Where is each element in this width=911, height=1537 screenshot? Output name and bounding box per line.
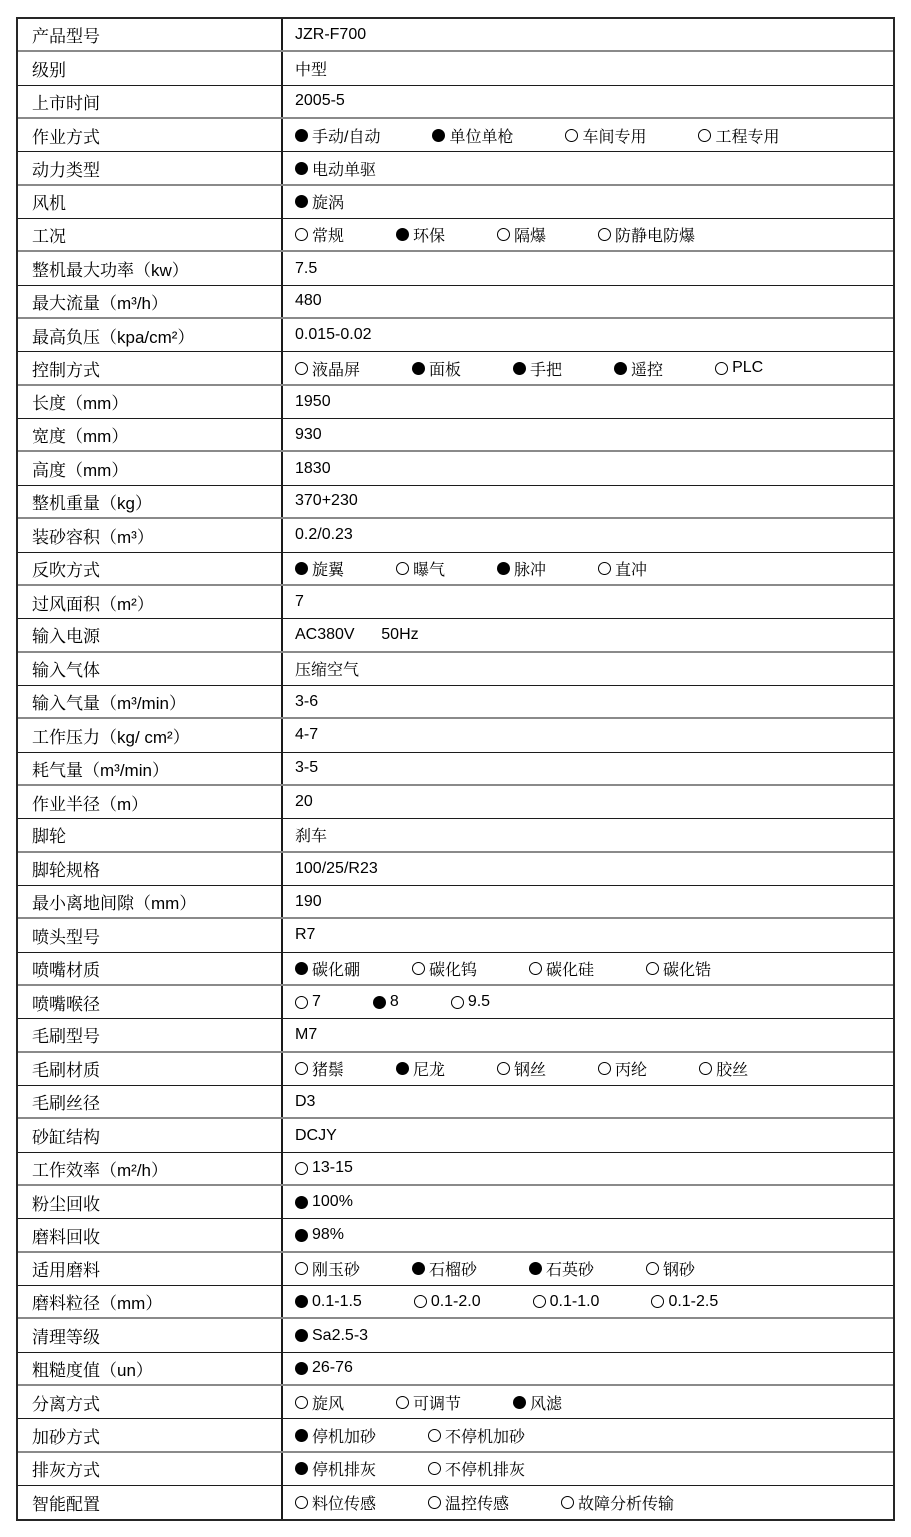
option-label: 温控传感 — [445, 1496, 510, 1514]
option — [373, 993, 399, 1011]
option — [295, 1057, 344, 1080]
row-value: 4-7 — [281, 719, 893, 751]
radio-selected-icon — [396, 228, 409, 241]
option-label: 钢丝 — [514, 1062, 547, 1080]
option-label: Sa2.5-3 — [312, 1326, 369, 1344]
table-row — [18, 1253, 893, 1286]
option — [598, 223, 695, 246]
row-value: D3 — [281, 1086, 893, 1117]
row-label: 上市时间 — [32, 93, 100, 113]
radio-unselected-icon — [646, 1262, 659, 1275]
table-row — [18, 386, 893, 419]
row-value: R7 — [281, 919, 893, 951]
table-row — [18, 319, 893, 352]
row-label: 风机 — [32, 194, 66, 214]
table-row — [18, 52, 893, 85]
row-label: 脚轮 — [32, 827, 66, 847]
row-label: 长度（mm） — [32, 394, 129, 414]
row-value — [281, 152, 893, 183]
radio-selected-icon — [497, 562, 510, 575]
table-row — [18, 586, 893, 619]
row-value — [281, 219, 893, 250]
radio-selected-icon — [295, 1462, 308, 1475]
radio-unselected-icon — [295, 228, 308, 241]
row-value: 190 — [281, 886, 893, 917]
option — [428, 1491, 509, 1514]
table-row — [18, 219, 893, 252]
radio-unselected-icon — [396, 562, 409, 575]
row-value: 20 — [281, 786, 893, 818]
row-value: M7 — [281, 1019, 893, 1050]
option-label: 石榴砂 — [429, 1262, 478, 1280]
option — [513, 1391, 562, 1414]
radio-unselected-icon — [651, 1295, 664, 1308]
option-label: 风滤 — [530, 1395, 563, 1413]
option — [396, 1391, 461, 1414]
option — [396, 557, 445, 580]
option-label: 0.1-1.5 — [312, 1292, 362, 1310]
radio-unselected-icon — [451, 996, 464, 1009]
option — [295, 1491, 376, 1514]
row-value: 7.5 — [281, 252, 893, 284]
radio-selected-icon — [529, 1262, 542, 1275]
row-label: 分离方式 — [32, 1394, 100, 1414]
option-label: 刚玉砂 — [312, 1262, 361, 1280]
table-row — [18, 286, 893, 319]
radio-selected-icon — [412, 362, 425, 375]
option-label: 9.5 — [467, 993, 491, 1011]
row-value — [281, 953, 893, 984]
option — [295, 1226, 344, 1244]
option — [646, 1257, 695, 1280]
row-value — [281, 186, 893, 218]
table-row — [18, 1053, 893, 1086]
radio-selected-icon — [295, 1295, 308, 1308]
option — [414, 1293, 481, 1311]
option — [698, 124, 779, 147]
row-value: 1830 — [281, 452, 893, 484]
row-label: 粗糙度值（un） — [32, 1360, 153, 1380]
option-label: 电动单驱 — [312, 161, 377, 179]
row-label: 宽度（mm） — [32, 427, 129, 447]
option — [295, 1457, 376, 1480]
radio-unselected-icon — [497, 228, 510, 241]
option-label: 料位传感 — [312, 1496, 377, 1514]
option — [295, 1193, 353, 1211]
option — [529, 1257, 594, 1280]
radio-selected-icon — [295, 562, 308, 575]
option-label: 车间专用 — [582, 128, 647, 146]
radio-unselected-icon — [396, 1396, 409, 1409]
option-label: 故障分析传输 — [578, 1496, 675, 1514]
option-label: 液晶屏 — [312, 361, 361, 379]
radio-unselected-icon — [529, 962, 542, 975]
row-label: 喷头型号 — [32, 927, 100, 947]
option — [529, 957, 594, 980]
row-label: 产品型号 — [32, 27, 100, 47]
table-row — [18, 419, 893, 452]
option-label: 猪鬃 — [312, 1062, 345, 1080]
option-label: 停机排灰 — [312, 1462, 377, 1480]
table-row — [18, 753, 893, 786]
option — [295, 1293, 362, 1311]
radio-unselected-icon — [295, 1262, 308, 1275]
table-row — [18, 719, 893, 752]
radio-selected-icon — [295, 129, 308, 142]
option — [598, 1057, 647, 1080]
row-value: AC380V 50Hz — [281, 619, 893, 650]
option-label: 不停机排灰 — [445, 1462, 526, 1480]
radio-unselected-icon — [698, 129, 711, 142]
radio-unselected-icon — [598, 228, 611, 241]
option — [513, 357, 562, 380]
table-row — [18, 186, 893, 219]
radio-selected-icon — [614, 362, 627, 375]
option-label: 旋涡 — [312, 195, 345, 213]
radio-unselected-icon — [561, 1496, 574, 1509]
radio-selected-icon — [295, 1329, 308, 1342]
row-value — [281, 986, 893, 1018]
row-label: 最小离地间隙（mm） — [32, 894, 197, 914]
radio-unselected-icon — [295, 362, 308, 375]
table-row — [18, 486, 893, 519]
row-label: 工作压力（kg/ cm²） — [32, 727, 190, 747]
option-label: 碳化硅 — [546, 961, 595, 979]
option-label: 丙纶 — [615, 1062, 648, 1080]
row-value: 压缩空气 — [281, 653, 893, 685]
row-value: 刹车 — [281, 819, 893, 850]
row-label: 耗气量（m³/min） — [32, 760, 169, 780]
row-label: 工作效率（m²/h） — [32, 1160, 168, 1180]
option — [412, 957, 477, 980]
option-label: PLC — [732, 359, 764, 377]
radio-unselected-icon — [715, 362, 728, 375]
option-label: 隔爆 — [514, 228, 547, 246]
option-label: 旋风 — [312, 1395, 345, 1413]
table-row — [18, 352, 893, 385]
option — [295, 1159, 353, 1177]
row-value — [281, 1486, 893, 1519]
radio-selected-icon — [432, 129, 445, 142]
row-value: 0.2/0.23 — [281, 519, 893, 551]
radio-selected-icon — [373, 996, 386, 1009]
option-label: 石英砂 — [546, 1262, 595, 1280]
option-label: 碳化硼 — [312, 961, 361, 979]
option — [715, 359, 763, 377]
option-label: 0.1-1.0 — [549, 1292, 600, 1310]
option — [295, 957, 360, 980]
option — [451, 993, 490, 1011]
row-value — [281, 1319, 893, 1351]
table-row — [18, 519, 893, 552]
radio-unselected-icon — [412, 962, 425, 975]
option — [598, 557, 647, 580]
option-label: 停机加砂 — [312, 1428, 377, 1446]
table-row — [18, 853, 893, 886]
row-value: 480 — [281, 286, 893, 317]
option-label: 可调节 — [413, 1395, 462, 1413]
option-label: 直冲 — [615, 561, 648, 579]
table-row — [18, 686, 893, 719]
table-row — [18, 1386, 893, 1419]
option — [295, 1327, 368, 1345]
option-label: 曝气 — [413, 561, 446, 579]
option — [396, 223, 445, 246]
radio-unselected-icon — [598, 562, 611, 575]
row-value — [281, 1253, 893, 1285]
table-row — [18, 619, 893, 652]
option — [646, 957, 711, 980]
radio-unselected-icon — [428, 1496, 441, 1509]
table-row — [18, 1186, 893, 1219]
option — [497, 223, 546, 246]
row-value — [281, 1186, 893, 1218]
row-label: 排灰方式 — [32, 1461, 100, 1481]
product-spec-table — [16, 17, 895, 1521]
table-row — [18, 1219, 893, 1252]
row-value — [281, 1453, 893, 1485]
row-value — [281, 1219, 893, 1250]
option — [533, 1293, 600, 1311]
radio-unselected-icon — [497, 1062, 510, 1075]
radio-selected-icon — [295, 1429, 308, 1442]
row-value — [281, 352, 893, 383]
row-value: DCJY — [281, 1119, 893, 1151]
table-row — [18, 786, 893, 819]
option — [565, 124, 646, 147]
radio-unselected-icon — [428, 1462, 441, 1475]
table-row — [18, 1153, 893, 1186]
option-label: 8 — [389, 993, 399, 1011]
option-label: 13-15 — [312, 1159, 353, 1177]
row-value: 370+230 — [281, 486, 893, 517]
option — [295, 1424, 376, 1447]
option — [561, 1491, 674, 1514]
row-value: 2005-5 — [281, 86, 893, 117]
option-label: 7 — [312, 993, 321, 1011]
radio-selected-icon — [513, 1396, 526, 1409]
option — [412, 357, 461, 380]
table-row — [18, 919, 893, 952]
option-label: 胶丝 — [716, 1062, 749, 1080]
radio-selected-icon — [295, 962, 308, 975]
row-label: 喷嘴喉径 — [32, 994, 100, 1014]
option — [295, 223, 344, 246]
row-value: 3-6 — [281, 686, 893, 717]
row-label: 作业方式 — [32, 127, 100, 147]
radio-unselected-icon — [428, 1429, 441, 1442]
row-label: 脚轮规格 — [32, 861, 100, 881]
row-label: 输入电源 — [32, 627, 100, 647]
row-label: 毛刷型号 — [32, 1027, 100, 1047]
table-row — [18, 1119, 893, 1152]
row-value — [281, 1419, 893, 1450]
row-label: 装砂容积（m³） — [32, 527, 154, 547]
radio-unselected-icon — [414, 1295, 427, 1308]
table-row — [18, 1286, 893, 1319]
row-label: 清理等级 — [32, 1328, 100, 1348]
table-row — [18, 1353, 893, 1386]
option — [396, 1057, 445, 1080]
radio-selected-icon — [396, 1062, 409, 1075]
row-value: JZR-F700 — [281, 19, 893, 50]
table-row — [18, 252, 893, 285]
table-row — [18, 86, 893, 119]
row-label: 磨料回收 — [32, 1227, 100, 1247]
row-label: 喷嘴材质 — [32, 960, 100, 980]
radio-unselected-icon — [533, 1295, 546, 1308]
radio-unselected-icon — [295, 1396, 308, 1409]
row-value — [281, 1153, 893, 1184]
radio-selected-icon — [295, 1362, 308, 1375]
row-label: 高度（mm） — [32, 461, 129, 481]
option — [699, 1057, 748, 1080]
table-row — [18, 1486, 893, 1519]
option-label: 碳化钨 — [429, 961, 478, 979]
row-label: 作业半径（m） — [32, 794, 149, 814]
radio-selected-icon — [295, 1196, 308, 1209]
option — [295, 993, 321, 1011]
table-row — [18, 1019, 893, 1052]
row-value: 1950 — [281, 386, 893, 418]
option-label: 碳化锆 — [663, 961, 712, 979]
row-label: 磨料粒径（mm） — [32, 1294, 163, 1314]
radio-unselected-icon — [295, 1496, 308, 1509]
row-label: 毛刷材质 — [32, 1061, 100, 1081]
option-label: 0.1-2.0 — [430, 1292, 481, 1310]
row-value — [281, 1353, 893, 1384]
option-label: 不停机加砂 — [445, 1428, 526, 1446]
row-label: 粉尘回收 — [32, 1194, 100, 1214]
row-label: 输入气体 — [32, 661, 100, 681]
radio-unselected-icon — [699, 1062, 712, 1075]
option-label: 旋翼 — [312, 561, 345, 579]
option — [295, 357, 360, 380]
row-label: 砂缸结构 — [32, 1128, 100, 1148]
option-label: 手动/自动 — [312, 128, 381, 146]
table-row — [18, 1419, 893, 1452]
radio-unselected-icon — [295, 996, 308, 1009]
table-row — [18, 19, 893, 52]
table-row — [18, 452, 893, 485]
option-label: 0.1-2.5 — [668, 1292, 719, 1310]
row-label: 毛刷丝径 — [32, 1094, 100, 1114]
row-label: 最高负压（kpa/cm²） — [32, 327, 195, 347]
row-value: 930 — [281, 419, 893, 450]
row-value: 7 — [281, 586, 893, 618]
option — [295, 1359, 353, 1377]
option — [295, 1391, 344, 1414]
row-label: 动力类型 — [32, 160, 100, 180]
row-label: 输入气量（m³/min） — [32, 694, 186, 714]
row-value: 3-5 — [281, 753, 893, 784]
radio-selected-icon — [295, 162, 308, 175]
radio-unselected-icon — [295, 1162, 308, 1175]
row-label: 工况 — [32, 227, 66, 247]
row-label: 整机最大功率（kw） — [32, 261, 189, 281]
option-label: 遥控 — [631, 361, 664, 379]
option — [651, 1293, 718, 1311]
row-value — [281, 1386, 893, 1418]
radio-unselected-icon — [646, 962, 659, 975]
row-value: 100/25/R23 — [281, 853, 893, 885]
option — [432, 124, 513, 147]
option — [295, 157, 376, 180]
table-row — [18, 1453, 893, 1486]
option-label: 手把 — [530, 361, 563, 379]
row-label: 加砂方式 — [32, 1427, 100, 1447]
radio-selected-icon — [412, 1262, 425, 1275]
row-value — [281, 1053, 893, 1085]
option-label: 常规 — [312, 228, 345, 246]
option — [428, 1424, 525, 1447]
table-row — [18, 119, 893, 152]
option-label: 脉冲 — [514, 561, 547, 579]
option-label: 单位单枪 — [449, 128, 514, 146]
table-row — [18, 553, 893, 586]
row-label: 最大流量（m³/h） — [32, 293, 168, 313]
option-label: 工程专用 — [715, 128, 780, 146]
option-label: 尼龙 — [413, 1062, 446, 1080]
row-value — [281, 119, 893, 151]
row-value — [281, 1286, 893, 1317]
option — [614, 357, 663, 380]
option — [295, 1257, 360, 1280]
radio-unselected-icon — [598, 1062, 611, 1075]
option — [497, 1057, 546, 1080]
row-label: 级别 — [32, 61, 66, 81]
row-label: 控制方式 — [32, 360, 100, 380]
table-row — [18, 986, 893, 1019]
option-label: 面板 — [429, 361, 462, 379]
radio-selected-icon — [513, 362, 526, 375]
table-row — [18, 886, 893, 919]
option-label: 钢砂 — [663, 1262, 696, 1280]
table-row — [18, 653, 893, 686]
radio-selected-icon — [295, 195, 308, 208]
row-value: 中型 — [281, 52, 893, 84]
row-value — [281, 553, 893, 584]
option — [412, 1257, 477, 1280]
row-label: 过风面积（m²） — [32, 594, 154, 614]
option — [295, 557, 344, 580]
radio-unselected-icon — [565, 129, 578, 142]
option-label: 100% — [312, 1193, 353, 1211]
table-row — [18, 1086, 893, 1119]
row-label: 整机重量（kg） — [32, 493, 152, 513]
option — [295, 190, 344, 213]
option-label: 98% — [312, 1226, 345, 1244]
table-row — [18, 1319, 893, 1352]
option — [497, 557, 546, 580]
row-value: 0.015-0.02 — [281, 319, 893, 351]
option — [295, 124, 380, 147]
row-label: 适用磨料 — [32, 1261, 100, 1281]
option-label: 环保 — [413, 228, 446, 246]
option — [428, 1457, 525, 1480]
table-row — [18, 953, 893, 986]
radio-unselected-icon — [295, 1062, 308, 1075]
table-row — [18, 819, 893, 852]
radio-selected-icon — [295, 1229, 308, 1242]
row-label: 反吹方式 — [32, 560, 100, 580]
option-label: 26-76 — [312, 1359, 353, 1377]
row-label: 智能配置 — [32, 1495, 100, 1515]
table-row — [18, 152, 893, 185]
option-label: 防静电防爆 — [615, 228, 696, 246]
